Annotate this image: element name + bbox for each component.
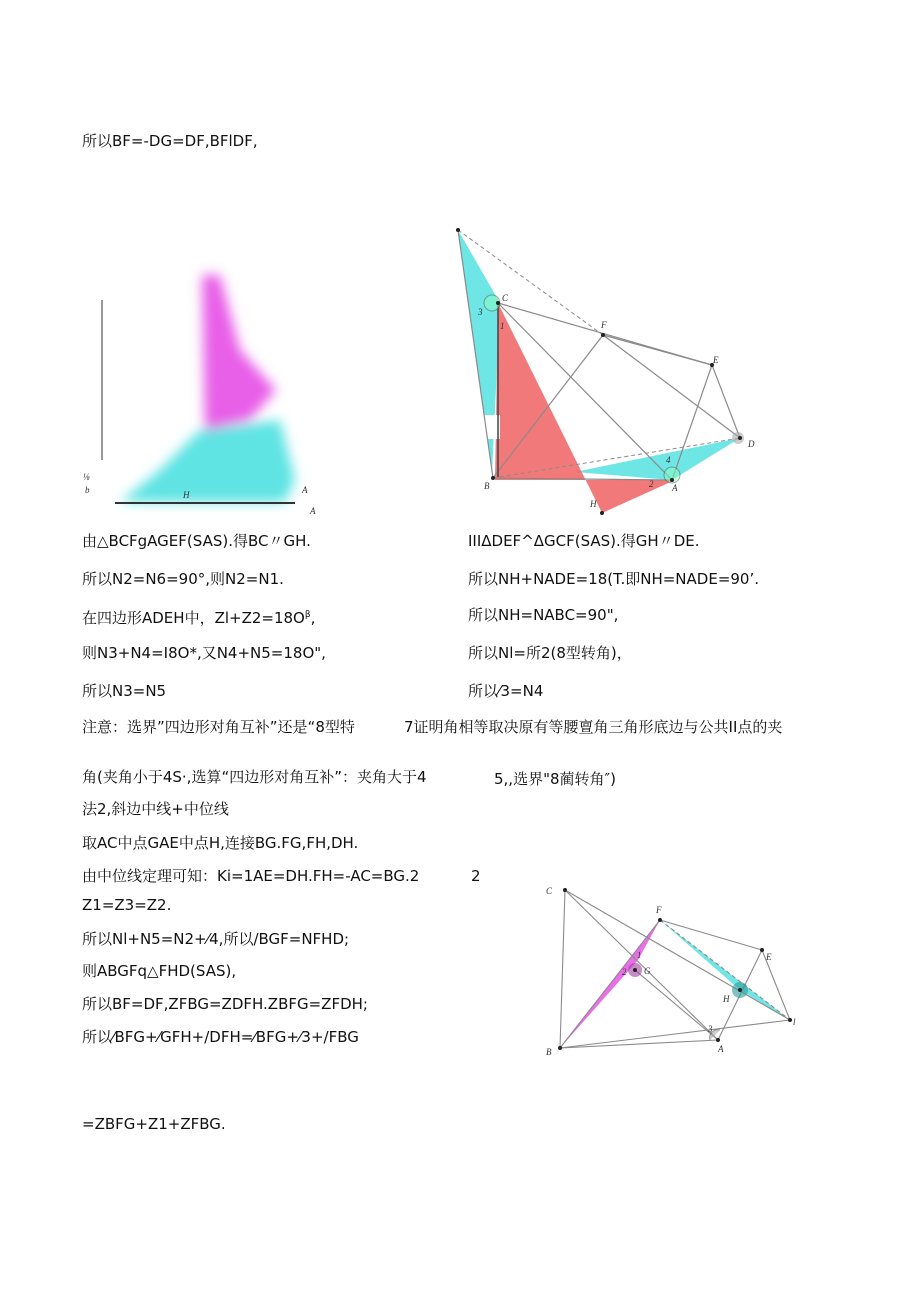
pink-region: [202, 275, 276, 430]
text-line: 所以NH=NABC=90",: [468, 606, 619, 624]
label-a2: A: [310, 506, 316, 516]
white-mark: [480, 415, 500, 439]
text-line: =ZBFG+Z1+ZFBG.: [82, 1115, 226, 1133]
label-a: A: [718, 1044, 724, 1054]
text-line: 所以N3=N5: [82, 682, 167, 700]
label-3: 3: [478, 307, 483, 317]
cyan-region: [120, 420, 295, 502]
text-line: 7证明角相等取决原有等腰亶角三角形底边与公共II点的夹: [404, 718, 783, 736]
label-g: G: [644, 966, 651, 976]
label-1: 1: [500, 321, 505, 331]
label-f: F: [601, 320, 607, 330]
label-e: E: [766, 952, 772, 962]
figure-right: [440, 225, 780, 520]
label-e: E: [713, 355, 719, 365]
text-line: 所以NH+NADE=18(T.即NH=NADE=90’.: [468, 570, 760, 588]
text-line: 注意：选界”四边形对角互补”还是“8型特: [82, 718, 355, 736]
label-b: B: [546, 1047, 552, 1057]
figure-bottom: [540, 880, 820, 1080]
label-d: D: [748, 439, 755, 449]
text-line: 所以⁄3=N4: [468, 682, 544, 700]
label-1: 1: [637, 950, 642, 960]
label-h: H: [183, 490, 190, 500]
label-b: B: [484, 481, 490, 491]
text-line: 则ABGFq△FHD(SAS),: [82, 962, 237, 980]
label-f: F: [656, 905, 662, 915]
text-line: 所以BF=DF,ZFBG=ZDFH.ZBFG=ZFDH;: [82, 995, 368, 1013]
label-a: A: [302, 485, 308, 495]
label-b: b: [85, 485, 90, 495]
figure-left: [80, 270, 330, 520]
label-d: l: [793, 1017, 796, 1027]
text-line: 法2,斜边中线+中位线: [82, 800, 229, 818]
text-line: Z1=Z3=Z2.: [82, 896, 172, 914]
text-line: 所以N2=N6=90°,则N2=N1.: [82, 570, 284, 588]
text-line: 角(夹角小于4S·,选算“四边形对角互补”：夹角大于4: [82, 768, 427, 786]
label-frac: ⅛: [83, 472, 90, 482]
label-3: 3: [708, 1024, 713, 1034]
label-h: H: [723, 994, 730, 1004]
label-4: 4: [666, 455, 671, 465]
text-line: 取AC中点GAE中点H,连接BG.FG,FH,DH.: [82, 834, 359, 852]
cyan-triangle-bottom: [575, 438, 740, 480]
text-line: 所以Nl=所2(8型转角)，: [468, 644, 632, 662]
label-2: 2: [622, 967, 627, 977]
text-line: 2: [471, 867, 481, 885]
text-line: 5,,选界"8蔺转角″): [494, 770, 616, 788]
red-triangle: [495, 303, 675, 513]
label-c: C: [502, 293, 509, 303]
text-line: 所以Nl+N5=N2+⁄4,所以/BGF=NFHD;: [82, 930, 350, 948]
text-line: 所以BF=-DG=DF,BFlDF,: [82, 132, 258, 150]
text-line: 则N3+N4=I8O*,又N4+N5=18O",: [82, 644, 326, 662]
text-line: 由中位线定理可知：Ki=1AE=DH.FH=-AC=BG.2: [82, 867, 420, 885]
label-a: A: [672, 483, 678, 493]
label-h: H: [590, 499, 597, 509]
label-c: C: [546, 886, 553, 896]
text-line: 由△BCFgAGEF(SAS).得BC〃GH.: [82, 532, 311, 550]
text-line: 所以⁄BFG+⁄GFH+/DFH=⁄BFG+⁄3+/FBG: [82, 1028, 359, 1046]
text-line: 在四边形ADEH中，$Zl+Z2=18O^\beta$,: [82, 609, 316, 627]
label-2: 2: [649, 479, 654, 489]
text-line: IIIΔDEF^ΔGCF(SAS).得GH〃DE.: [468, 532, 700, 550]
